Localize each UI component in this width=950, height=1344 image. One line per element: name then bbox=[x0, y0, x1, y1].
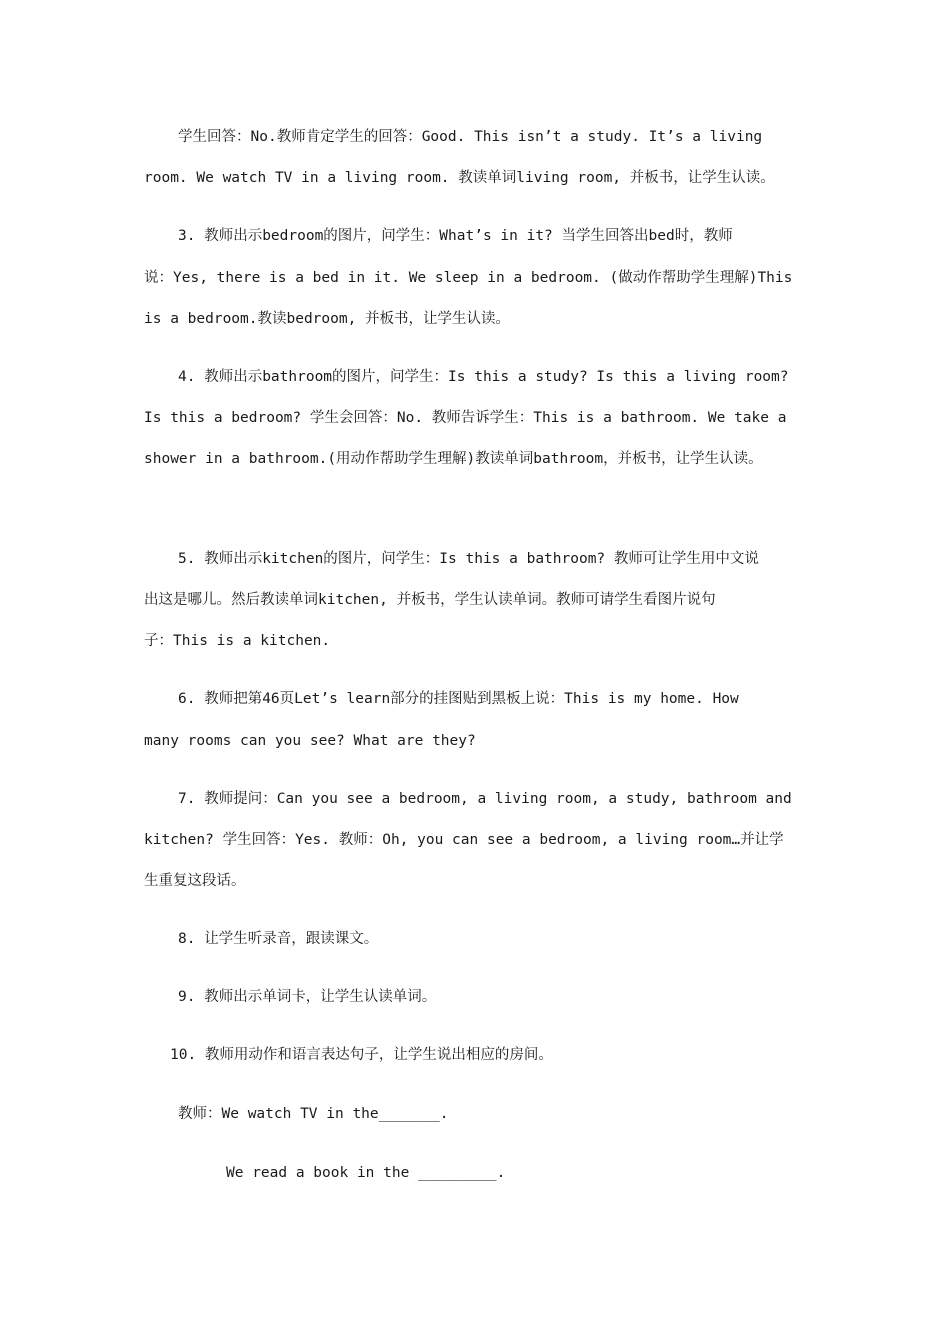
text-line: Is this a bedroom? 学生会回答：No. 教师告诉学生：This is a bathroom. We take a bbox=[144, 410, 787, 426]
text-line: is a bedroom.教读bedroom, 并板书，让学生认读。 bbox=[144, 311, 511, 327]
text-line: 生重复这段话。 bbox=[144, 873, 246, 889]
text-line: We read a book in the _________. bbox=[226, 1165, 506, 1181]
text-line: 5. 教师出示kitchen的图片，问学生：Is this a bathroom? 教师可让学生用中文说 bbox=[178, 551, 759, 567]
text-line: 7. 教师提问：Can you see a bedroom, a living room, a study, bathroom and bbox=[178, 791, 792, 807]
text-line: room. We watch TV in a living room. 教读单词living room, 并板书，让学生认读。 bbox=[144, 170, 775, 186]
text-line: 教师：We watch TV in the_______. bbox=[178, 1106, 449, 1122]
text-line: 9. 教师出示单词卡，让学生认读单词。 bbox=[178, 989, 437, 1005]
text-line: 8. 让学生听录音，跟读课文。 bbox=[178, 931, 379, 947]
text-line: many rooms can you see? What are they? bbox=[144, 733, 476, 749]
text-line: 出这是哪儿。然后教读单词kitchen, 并板书，学生认读单词。教师可请学生看图片说句 bbox=[144, 592, 716, 608]
text-line: 4. 教师出示bathroom的图片，问学生：Is this a study? Is this a living room? bbox=[178, 369, 789, 385]
text-line: 10. 教师用动作和语言表达句子，让学生说出相应的房间。 bbox=[170, 1047, 553, 1063]
text-line: kitchen? 学生回答：Yes. 教师：Oh, you can see a bedroom, a living room…并让学 bbox=[144, 832, 784, 848]
text-line: 3. 教师出示bedroom的图片，问学生：What’s in it? 当学生回答出bed时，教师 bbox=[178, 228, 733, 244]
text-line: 说：Yes, there is a bed in it. We sleep in a bedroom. (做动作帮助学生理解)This bbox=[144, 270, 793, 286]
text-line: 子：This is a kitchen. bbox=[144, 633, 331, 649]
text-line: shower in a bathroom.(用动作帮助学生理解)教读单词bathroom，并板书，让学生认读。 bbox=[144, 451, 763, 467]
text-line: 6. 教师把第46页Let’s learn部分的挂图贴到黑板上说：This is my home. How bbox=[178, 691, 739, 707]
text-line: 学生回答：No.教师肯定学生的回答：Good. This isn’t a study. It’s a living bbox=[178, 129, 763, 145]
